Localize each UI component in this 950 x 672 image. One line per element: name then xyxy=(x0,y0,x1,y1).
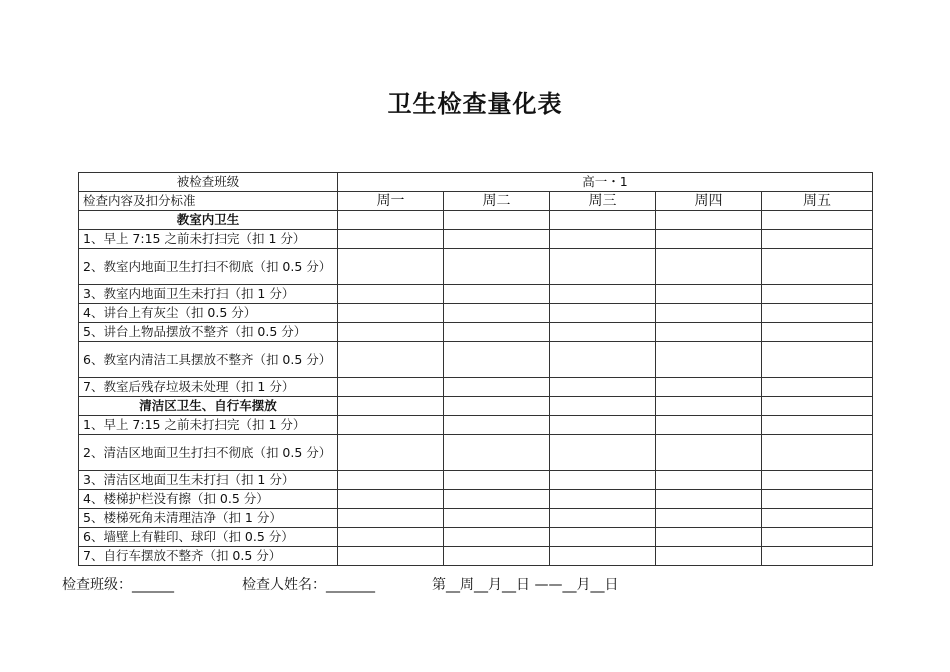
score-cell[interactable] xyxy=(656,397,762,416)
score-cell[interactable] xyxy=(338,397,444,416)
table-row xyxy=(79,230,873,249)
score-cell[interactable] xyxy=(550,211,656,230)
table-row xyxy=(79,304,873,323)
score-cell[interactable] xyxy=(762,211,873,230)
score-cell[interactable] xyxy=(338,323,444,342)
table-row xyxy=(79,471,873,490)
score-cell[interactable] xyxy=(550,528,656,547)
score-cell[interactable] xyxy=(656,416,762,435)
score-cell[interactable] xyxy=(550,249,656,285)
score-cell[interactable] xyxy=(762,342,873,378)
table-row xyxy=(79,547,873,566)
header-class-label: 被检查班级 xyxy=(79,173,338,192)
score-cell[interactable] xyxy=(656,490,762,509)
score-cell[interactable] xyxy=(656,435,762,471)
score-cell[interactable] xyxy=(762,435,873,471)
score-cell[interactable] xyxy=(762,528,873,547)
criteria-item: 2、教室内地面卫生打扫不彻底（扣 0.5 分） xyxy=(79,249,338,285)
score-cell[interactable] xyxy=(762,230,873,249)
score-cell[interactable] xyxy=(550,471,656,490)
score-cell[interactable] xyxy=(550,378,656,397)
score-cell[interactable] xyxy=(338,509,444,528)
footer-date-label: 第__周__月__日 ——__月__日 xyxy=(432,577,619,593)
score-cell[interactable] xyxy=(444,342,550,378)
criteria-item: 6、教室内清洁工具摆放不整齐（扣 0.5 分） xyxy=(79,342,338,378)
score-cell[interactable] xyxy=(444,416,550,435)
score-cell[interactable] xyxy=(550,490,656,509)
score-cell[interactable] xyxy=(656,471,762,490)
score-cell[interactable] xyxy=(762,285,873,304)
score-cell[interactable] xyxy=(656,547,762,566)
score-cell[interactable] xyxy=(762,490,873,509)
page-title: 卫生检查量化表 xyxy=(387,90,563,118)
score-cell[interactable] xyxy=(338,528,444,547)
score-cell[interactable] xyxy=(656,230,762,249)
table-row xyxy=(79,378,873,397)
criteria-item: 6、墙壁上有鞋印、球印（扣 0.5 分） xyxy=(79,528,338,547)
score-cell[interactable] xyxy=(656,378,762,397)
criteria-item: 7、自行车摆放不整齐（扣 0.5 分） xyxy=(79,547,338,566)
score-cell[interactable] xyxy=(656,509,762,528)
criteria-item: 5、讲台上物品摆放不整齐（扣 0.5 分） xyxy=(79,323,338,342)
criteria-item: 1、早上 7:15 之前未打扫完（扣 1 分） xyxy=(79,416,338,435)
table-row xyxy=(79,416,873,435)
score-cell[interactable] xyxy=(550,397,656,416)
day-header-tue: 周二 xyxy=(444,192,550,211)
criteria-item: 1、早上 7:15 之前未打扫完（扣 1 分） xyxy=(79,230,338,249)
score-cell[interactable] xyxy=(762,509,873,528)
criteria-item: 7、教室后残存垃圾未处理（扣 1 分） xyxy=(79,378,338,397)
score-cell[interactable] xyxy=(550,285,656,304)
table-row xyxy=(79,435,873,471)
score-cell[interactable] xyxy=(762,397,873,416)
score-cell[interactable] xyxy=(338,230,444,249)
score-cell[interactable] xyxy=(444,378,550,397)
score-cell[interactable] xyxy=(762,249,873,285)
criteria-item: 4、讲台上有灰尘（扣 0.5 分） xyxy=(79,304,338,323)
section-title: 清洁区卫生、自行车摆放 xyxy=(79,397,338,416)
score-cell[interactable] xyxy=(762,547,873,566)
score-cell[interactable] xyxy=(550,416,656,435)
criteria-item: 5、楼梯死角未清理洁净（扣 1 分） xyxy=(79,509,338,528)
score-cell[interactable] xyxy=(762,471,873,490)
day-header-mon: 周一 xyxy=(338,192,444,211)
section-header-row xyxy=(79,211,873,230)
score-cell[interactable] xyxy=(338,304,444,323)
section-title: 教室内卫生 xyxy=(79,211,338,230)
score-cell[interactable] xyxy=(656,211,762,230)
day-header-fri: 周五 xyxy=(762,192,873,211)
score-cell[interactable] xyxy=(338,435,444,471)
table-row xyxy=(79,285,873,304)
section-header-row xyxy=(79,397,873,416)
score-cell[interactable] xyxy=(762,304,873,323)
inspection-table xyxy=(78,172,873,566)
criteria-item: 3、清洁区地面卫生未打扫（扣 1 分） xyxy=(79,471,338,490)
criteria-item: 4、楼梯护栏没有擦（扣 0.5 分） xyxy=(79,490,338,509)
score-cell[interactable] xyxy=(656,323,762,342)
score-cell[interactable] xyxy=(338,490,444,509)
criteria-item: 3、教室内地面卫生未打扫（扣 1 分） xyxy=(79,285,338,304)
footer xyxy=(0,574,950,594)
score-cell[interactable] xyxy=(550,304,656,323)
day-header-thu: 周四 xyxy=(656,192,762,211)
score-cell[interactable] xyxy=(338,249,444,285)
footer-class-label: 检查班级：______ xyxy=(62,577,174,593)
score-cell[interactable] xyxy=(550,509,656,528)
score-cell[interactable] xyxy=(444,547,550,566)
score-cell[interactable] xyxy=(762,416,873,435)
table-row xyxy=(79,509,873,528)
score-cell[interactable] xyxy=(656,528,762,547)
table-row xyxy=(79,490,873,509)
score-cell[interactable] xyxy=(444,509,550,528)
score-cell[interactable] xyxy=(656,285,762,304)
class-name-cell: 高一・1 xyxy=(338,173,873,192)
score-cell[interactable] xyxy=(550,547,656,566)
footer-inspector-label: 检查人姓名：_______ xyxy=(242,577,375,593)
score-cell[interactable] xyxy=(338,378,444,397)
score-cell[interactable] xyxy=(338,285,444,304)
score-cell[interactable] xyxy=(762,378,873,397)
score-cell[interactable] xyxy=(444,285,550,304)
score-cell[interactable] xyxy=(762,323,873,342)
score-cell[interactable] xyxy=(338,471,444,490)
score-cell[interactable] xyxy=(444,304,550,323)
score-cell[interactable] xyxy=(444,397,550,416)
criteria-item: 2、清洁区地面卫生打扫不彻底（扣 0.5 分） xyxy=(79,435,338,471)
score-cell[interactable] xyxy=(338,211,444,230)
score-cell[interactable] xyxy=(550,435,656,471)
score-cell[interactable] xyxy=(444,471,550,490)
score-cell[interactable] xyxy=(338,342,444,378)
score-cell[interactable] xyxy=(444,528,550,547)
score-cell[interactable] xyxy=(656,304,762,323)
score-cell[interactable] xyxy=(444,490,550,509)
score-cell[interactable] xyxy=(444,323,550,342)
score-cell[interactable] xyxy=(444,435,550,471)
score-cell[interactable] xyxy=(338,547,444,566)
table-row xyxy=(79,323,873,342)
table-row xyxy=(79,249,873,285)
score-cell[interactable] xyxy=(550,230,656,249)
score-cell[interactable] xyxy=(338,416,444,435)
table-row xyxy=(79,528,873,547)
header-criteria-label: 检查内容及扣分标准 xyxy=(79,192,338,211)
score-cell[interactable] xyxy=(444,230,550,249)
score-cell[interactable] xyxy=(444,211,550,230)
score-cell[interactable] xyxy=(656,342,762,378)
score-cell[interactable] xyxy=(444,249,550,285)
score-cell[interactable] xyxy=(550,342,656,378)
table-row xyxy=(79,342,873,378)
score-cell[interactable] xyxy=(656,249,762,285)
score-cell[interactable] xyxy=(550,323,656,342)
day-header-wed: 周三 xyxy=(550,192,656,211)
